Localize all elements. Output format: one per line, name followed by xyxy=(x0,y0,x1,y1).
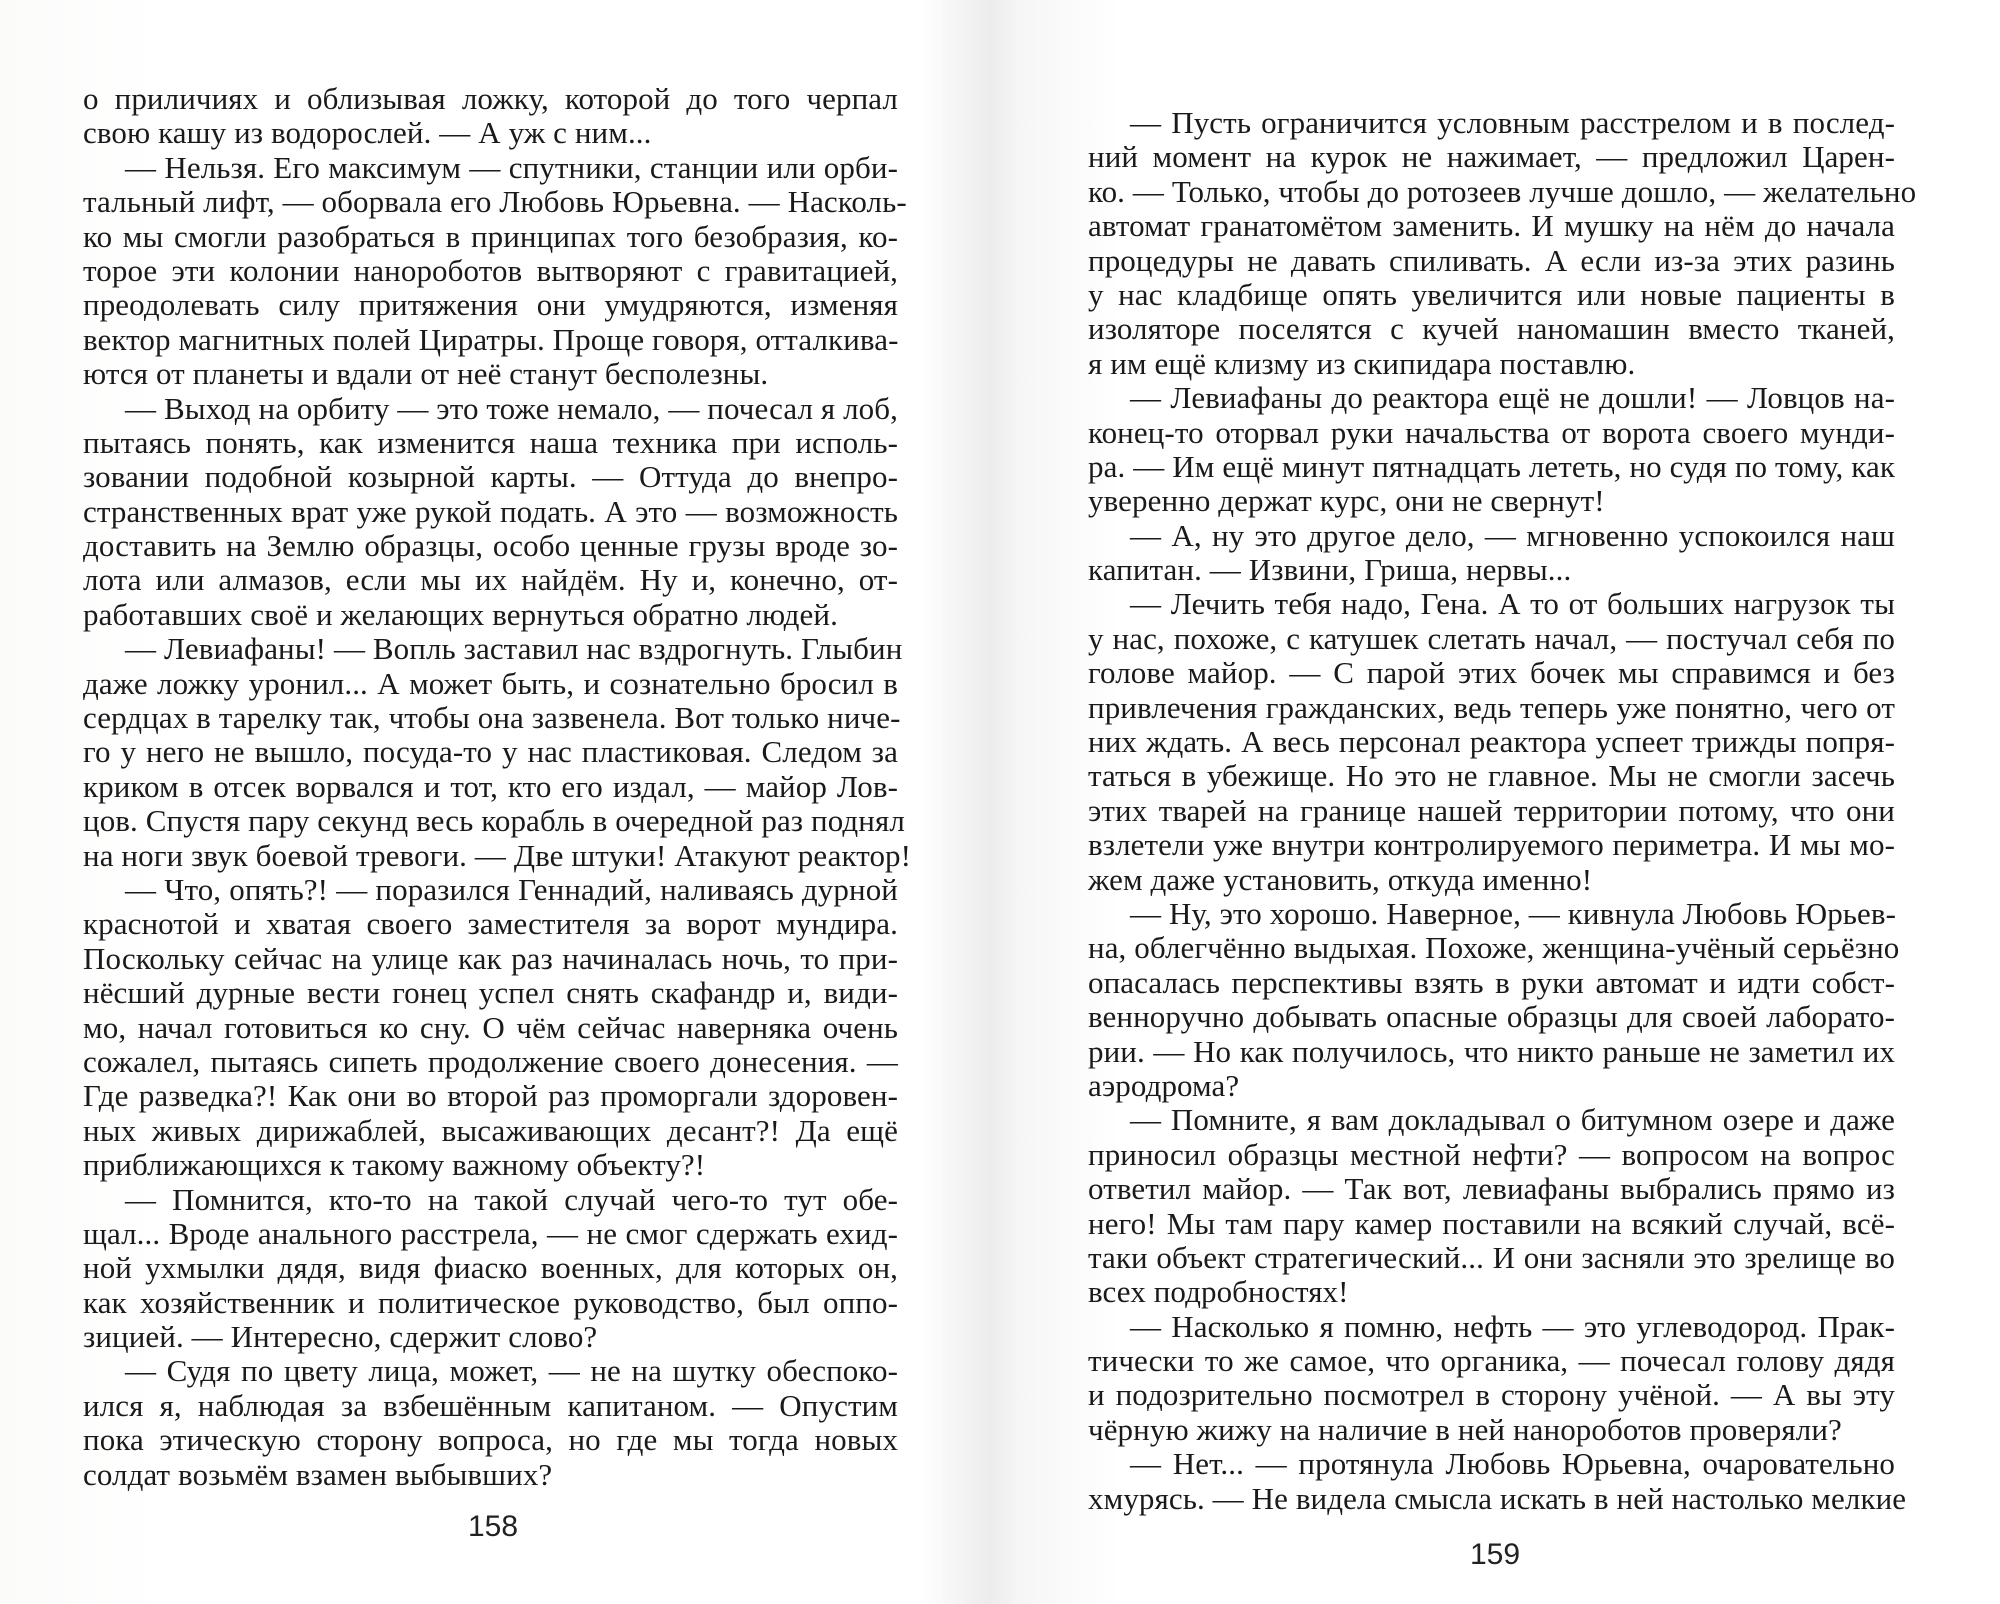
text-line: лота или алмазов, если мы их найдём. Ну и, конечно, от- xyxy=(83,562,898,598)
text-line: — Левиафаны! — Вопль заставил нас вздрогнуть. Глыбин xyxy=(125,631,903,667)
text-line: автомат гранатомётом заменить. И мушку на нём до начала xyxy=(1088,208,1895,244)
text-line: капитан. — Извини, Гриша, нервы... xyxy=(1088,552,1572,588)
text-line: привлечения гражданских, ведь теперь уже понятно, чего от xyxy=(1088,689,1895,725)
text-line: Где разведка?! Как они во второй раз проморгали здоровен- xyxy=(83,1078,898,1114)
text-line: странственных врат уже рукой подать. А это — возможность xyxy=(83,493,898,529)
text-line: этих тварей на границе нашей территории потому, что они xyxy=(1088,792,1895,828)
text-line: ко мы смогли разобраться в принципах того безобразия, ко- xyxy=(83,218,898,254)
text-line: — Выход на орбиту — это тоже немало, — почесал я лоб, xyxy=(125,390,898,426)
text-line: преодолевать силу притяжения они умудряются, изменяя xyxy=(83,287,898,323)
text-line: чёрную жижу на наличие в ней нанороботов проверяли? xyxy=(1088,1411,1842,1447)
text-line: голове майор. — С парой этих бочек мы справимся и без xyxy=(1088,655,1895,691)
text-line: пытаясь понять, как изменится наша техника при исполь- xyxy=(83,424,898,460)
text-line: ко. — Только, чтобы до ротозеев лучше дошло, — желательно xyxy=(1088,173,1917,209)
text-line: ных живых дирижаблей, высаживающих десант?! Да ещё xyxy=(83,1112,898,1148)
text-line: торое эти колонии нанороботов вытворяют с гравитацией, xyxy=(83,252,898,288)
text-line: солдат возьмём взамен выбывших? xyxy=(83,1456,553,1492)
text-line: свою кашу из водорослей. — А уж с ним... xyxy=(83,115,652,151)
text-line: мо, начал готовиться ко сну. О чём сейчас наверняка очень xyxy=(83,1009,898,1045)
text-line: даже ложку уронил... А может быть, и сознательно бросил в xyxy=(83,665,898,701)
text-line: — Судя по цвету лица, может, — не на шутку обеспоко- xyxy=(125,1353,898,1389)
text-line: ился я, наблюдая за взбешённым капитаном. — Опустим xyxy=(83,1387,898,1423)
text-line: них ждать. А весь персонал реактора успеет трижды попря- xyxy=(1088,724,1895,760)
text-line: сердцах в тарелку так, чтобы она зазвенела. Вот только ниче- xyxy=(83,700,901,736)
text-line: — Лечить тебя надо, Гена. А то от больших нагрузок ты xyxy=(1130,586,1895,622)
text-line: на ноги звук боевой тревоги. — Две штуки! Атакуют реактор! xyxy=(83,837,912,873)
text-line: изоляторе поселятся с кучей наномашин вместо тканей, xyxy=(1088,311,1895,347)
text-line: ний момент на курок не нажимает, — предложил Царен- xyxy=(1088,139,1895,175)
text-line: го у него не вышло, посуда-то у нас пластиковая. Следом за xyxy=(83,734,898,770)
text-line: таки объект стратегический... И они засняли это зрелище во xyxy=(1088,1239,1895,1275)
text-line: нёсший дурные вести гонец успел снять скафандр и, види- xyxy=(83,975,898,1011)
text-line: ной ухмылки дядя, видя фиаско военных, для которых он, xyxy=(83,1250,898,1286)
text-line: цов. Спустя пару секунд весь корабль в очередной раз поднял xyxy=(83,803,905,839)
right-page-text xyxy=(1088,105,1917,1516)
text-line: приближающихся к такому важному объекту?! xyxy=(83,1147,706,1183)
text-line: как хозяйственник и политическое руководство, был оппо- xyxy=(83,1284,898,1320)
text-line: щал... Вроде анального расстрела, — не смог сдержать ехид- xyxy=(83,1215,898,1251)
text-line: тически то же самое, что органика, — почесал голову дядя xyxy=(1088,1343,1895,1379)
text-line: зовании подобной козырной карты. — Оттуда до внепро- xyxy=(83,459,898,495)
text-line: хмурясь. — Не видела смысла искать в ней настолько мелкие xyxy=(1088,1480,1907,1516)
text-line: жем даже установить, откуда именно! xyxy=(1088,861,1593,897)
text-line: — Ну, это хорошо. Наверное, — кивнула Любовь Юрьев- xyxy=(1130,895,1897,931)
text-line: — Помните, я вам докладывал о битумном озере и даже xyxy=(1130,1102,1895,1138)
text-line: приносил образцы местной нефти? — вопросом на вопрос xyxy=(1088,1136,1895,1172)
text-line: зицией. — Интересно, сдержит слово? xyxy=(83,1319,598,1355)
text-line: Поскольку сейчас на улице как раз начиналась ночь, то при- xyxy=(83,940,898,976)
text-line: сожалел, пытаясь сипеть продолжение своего донесения. — xyxy=(83,1043,898,1079)
text-line: ются от планеты и вдали от неё станут бесполезны. xyxy=(83,356,769,392)
text-line: процедуры не давать спиливать. А если из-за этих разинь xyxy=(1088,242,1895,278)
text-line: ра. — Им ещё минут пятнадцать лететь, но судя по тому, как xyxy=(1088,448,1895,484)
text-line: у нас, похоже, с катушек слетать начал, — постучал себя по xyxy=(1088,620,1895,656)
text-line: аэродрома? xyxy=(1088,1067,1240,1103)
text-line: конец-то оторвал руки начальства от ворота своего мунди- xyxy=(1088,414,1895,450)
text-line: венноручно добывать опасные образцы для своей лаборато- xyxy=(1088,999,1895,1035)
left-page-number: 158 xyxy=(468,1510,519,1543)
text-line: у нас кладбище опять увеличится или новые пациенты в xyxy=(1088,276,1895,312)
text-line: — Насколько я помню, нефть — это углеводород. Прак- xyxy=(1130,1308,1895,1344)
text-line: пока этическую сторону вопроса, но где мы тогда новых xyxy=(83,1422,898,1458)
text-line: — Нельзя. Его максимум — спутники, станции или орби- xyxy=(125,149,898,185)
text-line: тальный лифт, — оборвала его Любовь Юрьевна. — Насколь- xyxy=(83,184,907,220)
text-line: я им ещё клизму из скипидара поставлю. xyxy=(1088,345,1636,381)
text-line: — Нет... — протянула Любовь Юрьевна, очаровательно xyxy=(1130,1446,1895,1482)
text-line: рии. — Но как получилось, что никто раньше не заметил их xyxy=(1088,1033,1895,1069)
text-line: криком в отсек ворвался и тот, кто его издал, — майор Лов- xyxy=(83,768,898,804)
text-line: и подозрительно посмотрел в сторону учёной. — А вы эту xyxy=(1088,1377,1895,1413)
text-line: таться в убежище. Но это не главное. Мы не смогли засечь xyxy=(1088,758,1895,794)
text-line: — Помнится, кто-то на такой случай чего-то тут обе- xyxy=(125,1181,898,1217)
text-line: о приличиях и облизывая ложку, которой до того черпал xyxy=(83,81,898,116)
text-line: доставить на Землю образцы, особо ценные грузы вроде зо- xyxy=(83,528,898,564)
text-line: взлетели уже внутри контролируемого периметра. И мы мо- xyxy=(1088,827,1895,863)
text-line: — А, ну это другое дело, — мгновенно успокоился наш xyxy=(1130,517,1895,553)
text-line: краснотой и хватая своего заместителя за ворот мундира. xyxy=(83,906,898,942)
left-page-text xyxy=(83,81,912,1492)
text-line: на, облегчённо выдыхая. Похоже, женщина-учёный серьёзно xyxy=(1088,930,1900,966)
text-line: вектор магнитных полей Циратры. Проще говоря, отталкива- xyxy=(83,321,899,357)
right-page-number: 159 xyxy=(1470,1538,1521,1571)
text-line: — Пусть ограничится условным расстрелом и в послед- xyxy=(1130,105,1895,140)
text-line: — Левиафаны до реактора ещё не дошли! — Ловцов на- xyxy=(1130,380,1895,416)
right-page xyxy=(1000,0,2000,1604)
text-line: работавших своё и желающих вернуться обратно людей. xyxy=(83,596,838,632)
text-line: всех подробностях! xyxy=(1088,1274,1349,1310)
text-line: — Что, опять?! — поразился Геннадий, наливаясь дурной xyxy=(125,871,898,907)
text-line: уверенно держат курс, они не свернут! xyxy=(1088,483,1605,519)
text-line: ответил майор. — Так вот, левиафаны выбрались прямо из xyxy=(1088,1171,1895,1207)
text-line: него! Мы там пару камер поставили на всякий случай, всё- xyxy=(1088,1205,1895,1241)
text-line: опасалась перспективы взять в руки автомат и идти собст- xyxy=(1088,964,1895,1000)
